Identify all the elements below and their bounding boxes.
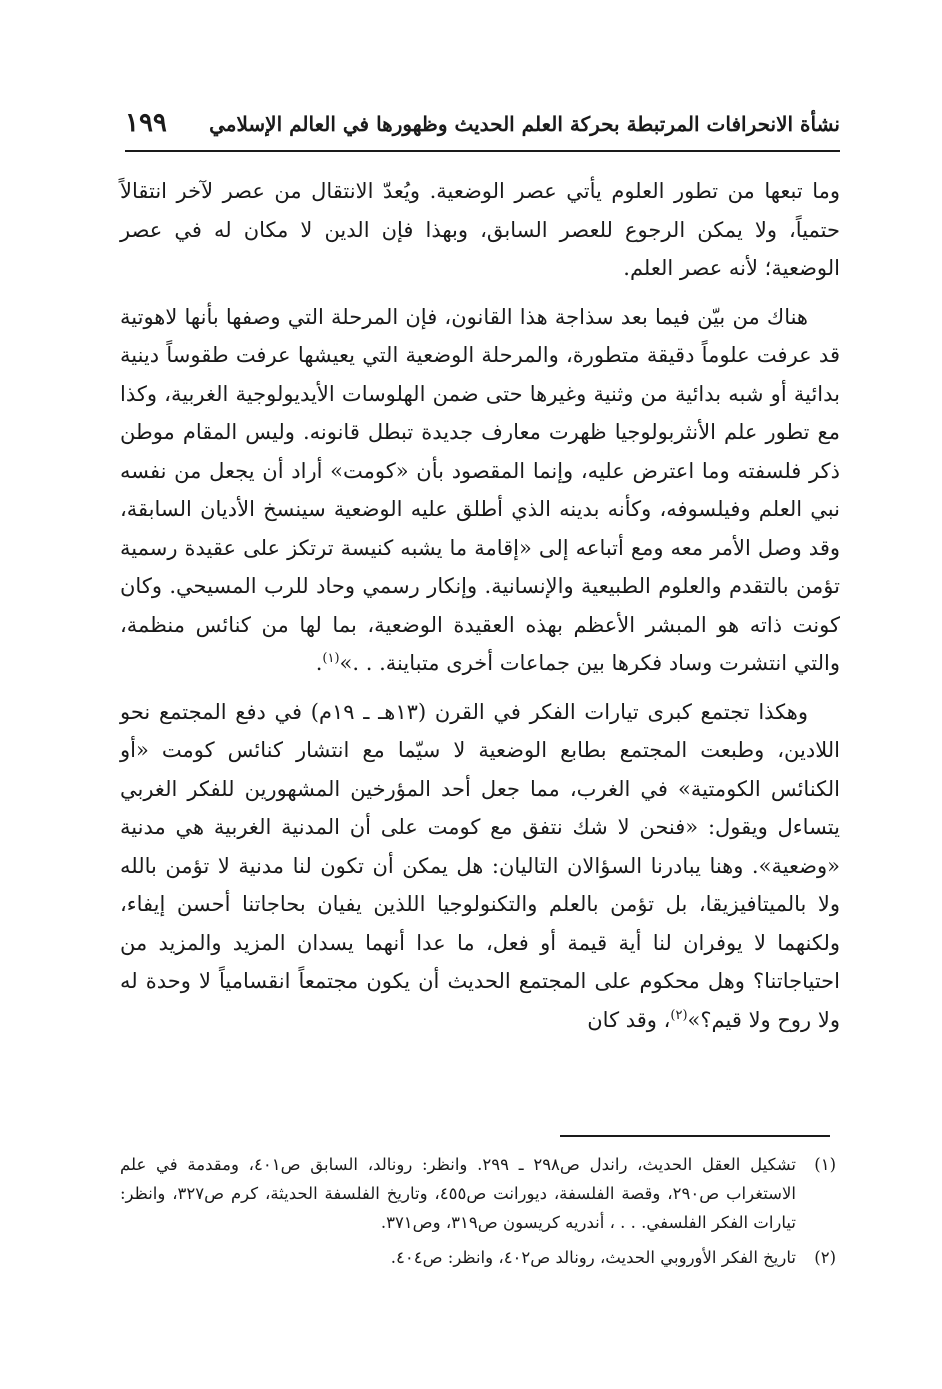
footnote-ref-2[interactable]: (٢) <box>670 1007 688 1023</box>
footnote-2 <box>120 1243 840 1272</box>
main-text <box>120 172 840 1039</box>
paragraph-2-text: هناك من بيّن فيما بعد سذاجة هذا القانون، فإن المرحلة التي وصفها بأنها لاهوتية قد عرفت علوماً دقيقة متطورة، والمرحلة الوضعية التي يعيشها عرفت طقوساً دينية بدائية أو شبه بدائية من وثنية وغيرها حتى ضمن الهلوسات الأيديولوجية الغربية، وكذا مع تطور علم الأنثربولوجيا ظهرت معارف جديدة تبطل قانونه. وليس المقام موطن ذكر فلسفته وما اعترض عليه، وإنما المقصود بأن «كومت» أراد أن يجعل من نفسه نبي العلم وفيلسوفه، وكأنه بدينه الذي أطلق عليه الوضعية سينسخ الأديان السابقة، وقد وصل الأمر معه ومع أتباعه إلى «إقامة ما يشبه كنيسة ترتكز على عقيدة رسمية تؤمن بالتقدم والعلوم الطبيعية والإنسانية. وإنكار رسمي وحاد للرب المسيحي. وكان كونت ذاته هو المبشر الأعظم بهذه العقيدة الوضعية، بما لها من كنائس منظمة، والتي انتشرت وساد فكرها بين جماعات أخرى متباينة. . .» <box>120 304 840 675</box>
footnotes <box>120 1150 840 1278</box>
footnote-1 <box>120 1150 840 1237</box>
running-header <box>125 108 840 154</box>
paragraph-3 <box>120 693 840 1040</box>
paragraph-1: وما تبعها من تطور العلوم يأتي عصر الوضعية. ويُعدّ الانتقال من عصر لآخر انتقالاً حتمياً، ولا يمكن الرجوع للعصر السابق، وبهذا فإن الدين لا مكان له في عصر الوضعية؛ لأنه عصر العلم. <box>120 179 840 280</box>
paragraph-2-end: . <box>315 651 323 675</box>
footnote-2-text: تاريخ الفكر الأوروبي الحديث، رونالد ص٤٠٢، وانظر: ص٤٠٤. <box>390 1248 796 1267</box>
paragraph-2 <box>120 298 840 683</box>
footnote-rule <box>560 1135 830 1137</box>
footnote-ref-1[interactable]: (١) <box>322 651 340 666</box>
paragraph-3-end: ، وقد كان <box>587 1007 671 1032</box>
page-number: ١٩٩ <box>125 108 167 138</box>
footnote-2-number: (٢) <box>814 1248 836 1267</box>
footnote-1-text: تشكيل العقل الحديث، راندل ص٢٩٨ ـ ٢٩٩. وانظر: رونالد، السابق ص٤٠١، ومقدمة في علم الاستغراب ص٢٩٠، وقصة الفلسفة، ديورانت ص٤٥٥، وتاريخ الفلسفة الحديثة، كرم ص٣٢٧، وانظر: تيارات الفكر الفلسفي. . . ، أندريه كريسون ص٣١٩، وص٣٧١. <box>120 1155 797 1232</box>
header-rule <box>125 150 840 152</box>
running-title: نشأة الانحرافات المرتبطة بحركة العلم الحديث وظهورها في العالم الإسلامي <box>209 112 840 136</box>
paragraph-3-text: وهكذا تجتمع كبرى تيارات الفكر في القرن (١٣هـ ـ ١٩م) في دفع المجتمع نحو اللادين، وطبعت المجتمع بطابع الوضعية لا سيّما مع انتشار كنائس كومت «أو الكنائس الكومتية» في الغرب، مما جعل أحد المؤرخين المشهورين للفكر الغربي يتساءل ويقول: «فنحن لا شك نتفق مع كومت على أن المدنية الغربية هي مدنية «وضعية». وهنا يبادرنا السؤالان التاليان: هل يمكن أن تكون لنا مدنية لا تؤمن بالله ولا بالميتافيزيقا، بل تؤمن بالعلم والتكنولوجيا اللذين يفيان بحاجاتنا أحسن إيفاء، ولكنهما لا يوفران لنا أية قيمة أو فعل، ما عدا أنهما يسدان المزيد والمزيد من احتياجاتنا؟ وهل محكوم على المجتمع الحديث أن يكون مجتمعاً انقسامياً لا وحدة له ولا روح ولا قيم؟» <box>120 699 840 1032</box>
footnote-1-number: (١) <box>814 1155 836 1174</box>
